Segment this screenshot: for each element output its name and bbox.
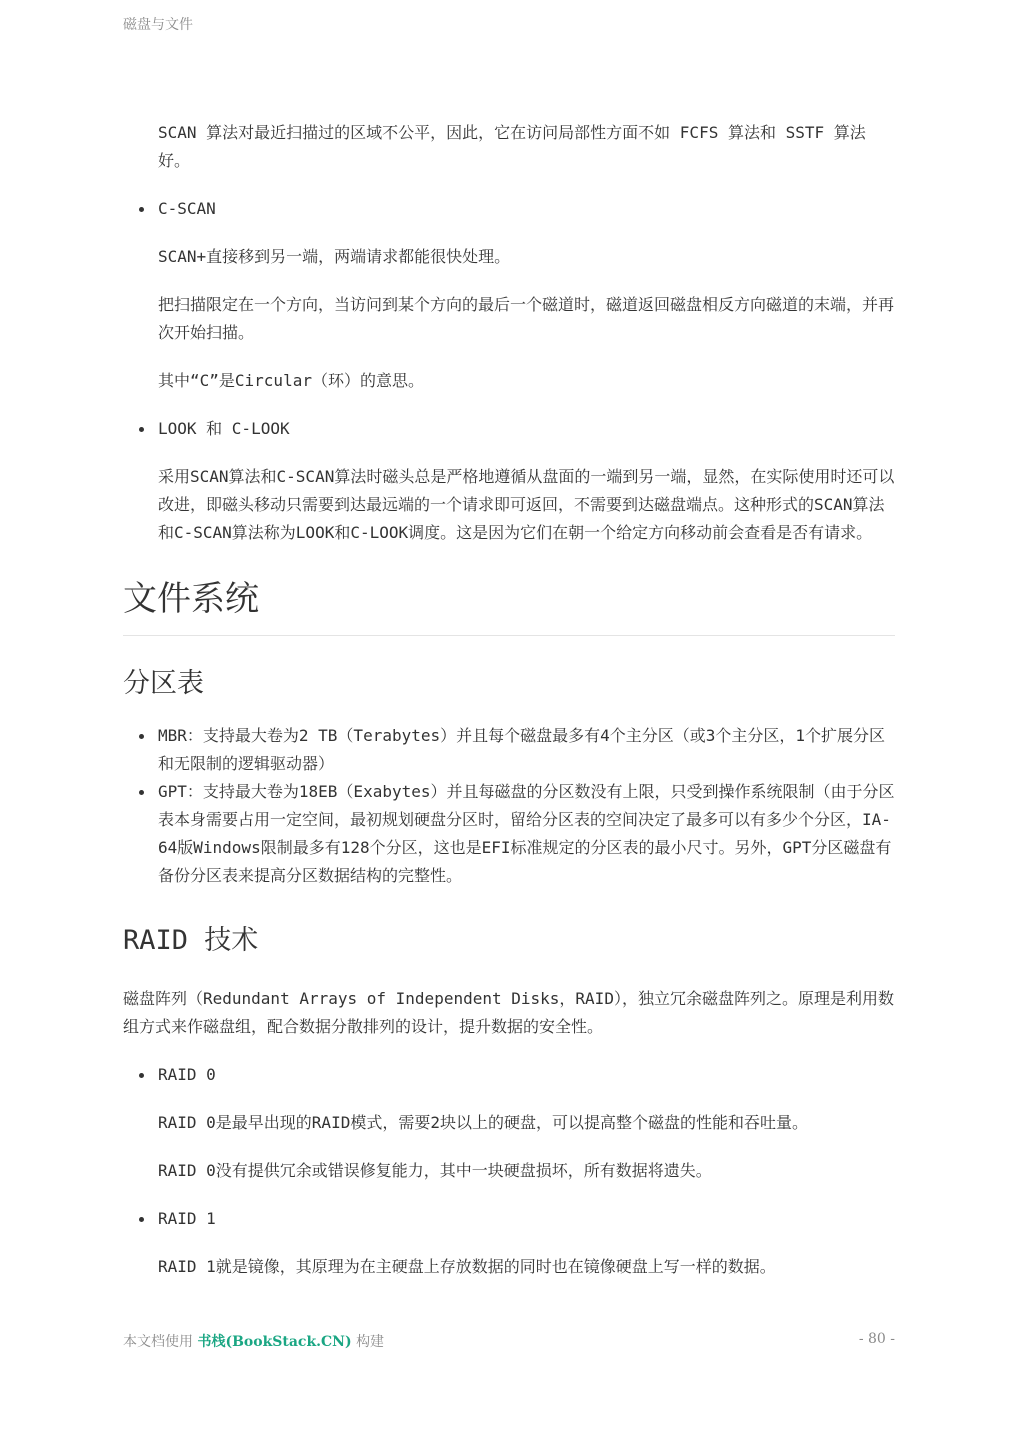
- list-item-raid1: RAID 1: [123, 1205, 895, 1233]
- cscan-paragraph-3: 其中“C”是Circular（环）的意思。: [158, 371, 424, 390]
- footer-prefix: 本文档使用: [123, 1334, 193, 1350]
- list-item-gpt: GPT：支持最大卷为18EB（Exabytes）并且每磁盘的分区数没有上限，只受到操作系统限制（由于分区表本身需要占用一定空间，最初规划硬盘分区时，留给分区表的空间决定了最多可以有多少个分区，IA-64版Windows限制最多有128个分区，这也是EFI标准规定的分区表的最小尺寸。另外，GPT分区磁盘有备份分区表来提高分区数据结构的完整性。: [123, 778, 895, 890]
- page-number: - 80 -: [858, 1331, 895, 1347]
- partition-list: [123, 722, 895, 890]
- scan-tail-paragraph: SCAN 算法对最近扫描过的区域不公平，因此，它在访问局部性方面不如 FCFS 算法和 SSTF 算法好。: [158, 123, 866, 170]
- list-item-look: LOOK 和 C-LOOK: [123, 415, 895, 443]
- document-body: [123, 119, 895, 1281]
- footer-brand-link[interactable]: 书栈(BookStack.CN): [197, 1334, 352, 1350]
- list-item-cscan: C-SCAN: [123, 195, 895, 223]
- raid-intro-paragraph: 磁盘阵列（Redundant Arrays of Independent Disks，RAID），独立冗余磁盘阵列之。原理是利用数组方式来作磁盘组，配合数据分散排列的设计，提升数据的安全性。: [123, 989, 894, 1036]
- footer-suffix: 构建: [356, 1334, 385, 1350]
- look-paragraph: 采用SCAN算法和C-SCAN算法时磁头总是严格地遵循从盘面的一端到另一端，显然，在实际使用时还可以改进，即磁头移动只需要到达最远端的一个请求即可返回，不需要到达磁盘端点。这种形式的SCAN算法和C-SCAN算法称为LOOK和C-LOOK调度。这是因为它们在朝一个给定方向移动前会查看是否有请求。: [158, 467, 895, 542]
- list-item-mbr: MBR：支持最大卷为2 TB（Terabytes）并且每个磁盘最多有4个主分区（或3个主分区，1个扩展分区和无限制的逻辑驱动器）: [123, 722, 895, 778]
- raid1-paragraph-1: RAID 1就是镜像，其原理为在主硬盘上存放数据的同时也在镜像硬盘上写一样的数据。: [158, 1257, 776, 1276]
- subsection-title-partition: 分区表: [123, 668, 204, 699]
- running-header: 磁盘与文件: [123, 17, 193, 33]
- raid0-paragraph-1: RAID 0是最早出现的RAID模式，需要2块以上的硬盘，可以提高整个磁盘的性能和吞吐量。: [158, 1113, 808, 1132]
- section-title-file-system: 文件系统: [123, 577, 895, 636]
- list-item-raid0: RAID 0: [123, 1061, 895, 1089]
- cscan-paragraph-2: 把扫描限定在一个方向，当访问到某个方向的最后一个磁道时，磁道返回磁盘相反方向磁道的末端，并再次开始扫描。: [158, 295, 895, 342]
- cscan-paragraph-1: SCAN+直接移到另一端，两端请求都能很快处理。: [158, 247, 511, 266]
- page-footer: [123, 1331, 895, 1351]
- subsection-title-raid: RAID 技术: [123, 925, 259, 956]
- raid0-paragraph-2: RAID 0没有提供冗余或错误修复能力，其中一块硬盘损坏，所有数据将遗失。: [158, 1161, 712, 1180]
